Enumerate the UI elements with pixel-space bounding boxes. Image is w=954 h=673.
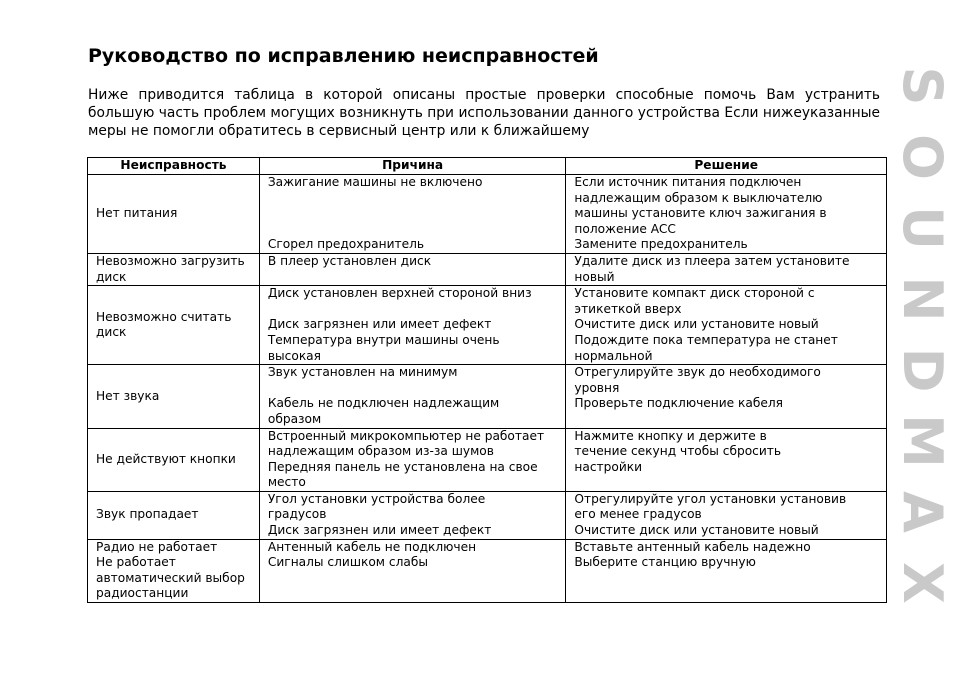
solution-cell	[566, 253, 887, 285]
fault-cell: Не действуют кнопки	[88, 428, 260, 491]
cell-line: Сгорел предохранитель	[267, 237, 425, 252]
troubleshooting-table	[87, 157, 887, 603]
cell-line: течение секунд чтобы сбросить	[574, 444, 782, 459]
cell-line: Диск загрязнен или имеет дефект	[267, 523, 492, 538]
cell-line: Зажигание машины не включено	[267, 175, 483, 189]
cell-line	[268, 206, 558, 222]
table-row	[88, 491, 887, 539]
cell-line: положение ACC	[574, 221, 676, 236]
cell-line: Выберите станцию вручную	[574, 555, 756, 570]
cell-line: его менее градусов	[574, 507, 702, 522]
fault-cell: Невозможно считать диск	[88, 286, 260, 365]
cell-line: Проверьте подключение кабеля	[574, 396, 784, 411]
cell-line: новый	[574, 269, 615, 284]
cell-line: надлежащим образом из-за шумов	[267, 444, 494, 459]
cell-line: Диск установлен верхней стороной вниз	[267, 286, 532, 301]
cell-line: Если источник питания подключен	[574, 175, 802, 189]
cell-line: образом	[267, 411, 322, 426]
cell-line: Подождите пока температура не станет	[574, 332, 838, 347]
cell-line: надлежащим образом к выключателю	[574, 190, 823, 205]
fault-cell: Нет звука	[88, 365, 260, 428]
cell-line	[268, 586, 558, 602]
cause-cell	[259, 491, 566, 539]
page-title: Руководство по исправлению неисправностей	[88, 45, 599, 67]
cell-line: место	[267, 475, 306, 490]
cell-line	[268, 571, 558, 587]
cell-line	[268, 381, 558, 397]
cell-line: Сигналы слишком слабы	[267, 555, 428, 570]
fault-cell: Нет питания	[88, 175, 260, 254]
cell-line: машины установите ключ зажигания в	[574, 206, 827, 221]
solution-cell	[566, 286, 887, 365]
table-row	[88, 175, 887, 254]
brand-letter: S	[891, 66, 954, 106]
brand-letter: M	[891, 414, 954, 468]
cell-line: уровня	[574, 380, 620, 395]
cell-line: Очистите диск или установите новый	[574, 317, 819, 332]
brand-letter: X	[891, 562, 954, 604]
brand-logo-vertical	[891, 50, 954, 630]
header-cause: Причина	[259, 158, 566, 175]
cell-line	[268, 222, 558, 238]
solution-cell	[566, 428, 887, 491]
cell-line: Удалите диск из плеера затем установите	[574, 253, 850, 268]
cell-line: Нажмите кнопку и держите в	[574, 428, 767, 443]
cell-line: Очистите диск или установите новый	[574, 523, 819, 538]
solution-cell	[566, 175, 887, 254]
cause-cell	[259, 539, 566, 602]
cause-cell	[259, 253, 566, 285]
cell-line: Угол установки устройства более	[267, 491, 486, 506]
table-row	[88, 365, 887, 428]
cell-line: Встроенный микрокомпьютер не работает	[267, 428, 545, 443]
solution-cell	[566, 539, 887, 602]
intro-paragraph: Ниже приводится таблица в которой описаны простые проверки способные помочь Вам устранить большую часть проблем могущих возникнуть при использовании данного устройства Если нижеуказанные меры не помогли обратитесь в сервисный центр или к ближайшему	[88, 87, 880, 139]
cell-line: радиостанции	[96, 586, 189, 601]
brand-letter: A	[891, 491, 954, 533]
table-row	[88, 428, 887, 491]
cell-line: Антенный кабель не подключен	[267, 539, 477, 554]
brand-letter: N	[891, 276, 954, 322]
cell-line: Отрегулируйте звук до необходимого	[574, 365, 821, 380]
cause-cell	[259, 428, 566, 491]
cell-line: Передняя панель не установлена на свое	[267, 459, 538, 474]
cell-line	[574, 571, 878, 587]
cell-line: Радио не работает	[96, 539, 218, 554]
cell-line: Температура внутри машины очень	[267, 332, 500, 347]
cell-line: автоматический выбор	[96, 570, 245, 585]
cell-line: Диск загрязнен или имеет дефект	[267, 317, 492, 332]
header-fault: Неисправность	[88, 158, 260, 175]
cell-line: Отрегулируйте угол установки установив	[574, 491, 847, 506]
cell-line	[268, 302, 558, 318]
solution-cell	[566, 365, 887, 428]
cause-cell	[259, 286, 566, 365]
table-row	[88, 286, 887, 365]
cell-line: нормальной	[574, 348, 653, 363]
cell-line: Замените предохранитель	[574, 237, 748, 252]
cell-line: Вставьте антенный кабель надежно	[574, 539, 811, 554]
brand-letter: U	[891, 206, 954, 250]
cause-cell	[259, 365, 566, 428]
cell-line: высокая	[267, 348, 321, 363]
brand-letter: D	[891, 347, 954, 393]
brand-letter: O	[891, 134, 954, 180]
cell-line: Установите компакт диск стороной с	[574, 286, 815, 301]
cause-cell	[259, 175, 566, 254]
cell-line: Кабель не подключен надлежащим	[267, 396, 500, 411]
cell-line: Звук установлен на минимум	[267, 365, 458, 380]
fault-cell: Невозможно загрузить диск	[88, 253, 260, 285]
table-row	[88, 253, 887, 285]
cell-line: Не работает	[96, 555, 176, 570]
cell-line: градусов	[267, 507, 327, 522]
cell-line	[268, 191, 558, 207]
table-row	[88, 539, 887, 602]
cell-line: этикеткой вверх	[574, 301, 682, 316]
cell-line: настройки	[574, 459, 643, 474]
solution-cell	[566, 491, 887, 539]
fault-cell	[88, 539, 260, 602]
table-header-row	[88, 158, 887, 175]
fault-cell: Звук пропадает	[88, 491, 260, 539]
cell-line	[574, 586, 878, 602]
header-solution: Решение	[566, 158, 887, 175]
cell-line: В плеер установлен диск	[267, 253, 432, 268]
